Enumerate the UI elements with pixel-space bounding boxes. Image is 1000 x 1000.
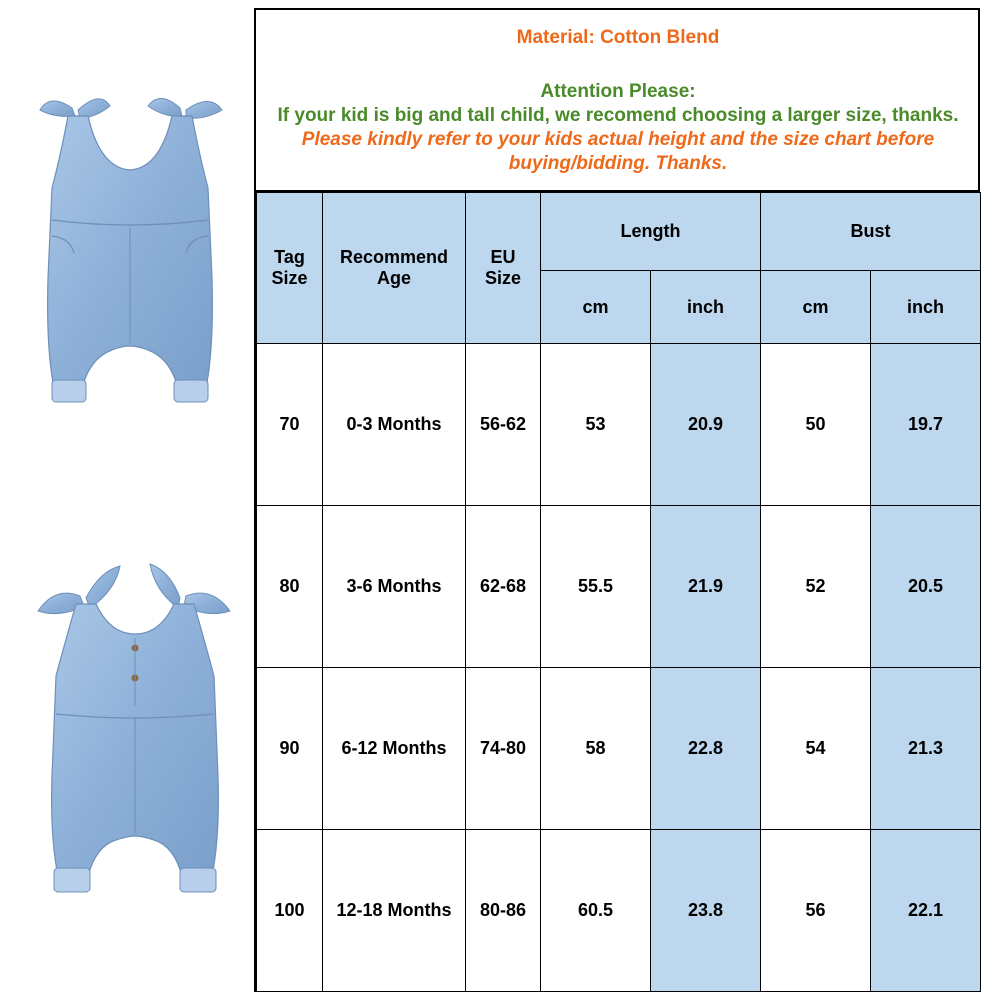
cell-length-inch: 22.8 bbox=[651, 668, 761, 830]
cell-bust-inch: 20.5 bbox=[871, 506, 981, 668]
cell-length-inch: 23.8 bbox=[651, 830, 761, 992]
cell-bust-cm: 52 bbox=[761, 506, 871, 668]
cell-length-inch: 20.9 bbox=[651, 344, 761, 506]
product-image-panel bbox=[18, 8, 256, 992]
cell-length-cm: 60.5 bbox=[541, 830, 651, 992]
header-length-inch: inch bbox=[651, 271, 761, 344]
cell-tag: 80 bbox=[257, 506, 323, 668]
cell-eu: 56-62 bbox=[466, 344, 541, 506]
size-table bbox=[256, 192, 981, 992]
cell-length-cm: 53 bbox=[541, 344, 651, 506]
cell-eu: 62-68 bbox=[466, 506, 541, 668]
material-label: Material: Cotton Blend bbox=[516, 27, 720, 48]
cell-bust-inch: 22.1 bbox=[871, 830, 981, 992]
chart-header bbox=[256, 8, 980, 192]
cell-eu: 80-86 bbox=[466, 830, 541, 992]
attention-title: Attention Please: bbox=[540, 81, 696, 102]
cell-bust-cm: 50 bbox=[761, 344, 871, 506]
cell-age: 0-3 Months bbox=[323, 344, 466, 506]
table-row bbox=[257, 344, 981, 506]
cell-age: 6-12 Months bbox=[323, 668, 466, 830]
size-note-line2: buying/bidding. Thanks. bbox=[508, 153, 728, 174]
cell-bust-inch: 21.3 bbox=[871, 668, 981, 830]
header-tag-size: Tag Size bbox=[257, 193, 323, 344]
cell-tag: 90 bbox=[257, 668, 323, 830]
cell-length-cm: 55.5 bbox=[541, 506, 651, 668]
cell-length-inch: 21.9 bbox=[651, 506, 761, 668]
header-bust-inch: inch bbox=[871, 271, 981, 344]
header-bust: Bust bbox=[761, 193, 981, 271]
header-length-cm: cm bbox=[541, 271, 651, 344]
romper-front-image bbox=[30, 88, 230, 418]
cell-age: 3-6 Months bbox=[323, 506, 466, 668]
size-note-line1: Please kindly refer to your kids actual height and the size chart before bbox=[301, 129, 935, 150]
cell-bust-cm: 54 bbox=[761, 668, 871, 830]
header-bust-cm: cm bbox=[761, 271, 871, 344]
cell-bust-inch: 19.7 bbox=[871, 344, 981, 506]
romper-back-image bbox=[30, 556, 240, 906]
cell-length-cm: 58 bbox=[541, 668, 651, 830]
table-row bbox=[257, 668, 981, 830]
header-recommend-age: Recommend Age bbox=[323, 193, 466, 344]
cell-tag: 70 bbox=[257, 344, 323, 506]
cell-bust-cm: 56 bbox=[761, 830, 871, 992]
cell-tag: 100 bbox=[257, 830, 323, 992]
header-length: Length bbox=[541, 193, 761, 271]
cell-eu: 74-80 bbox=[466, 668, 541, 830]
table-row bbox=[257, 830, 981, 992]
table-row bbox=[257, 506, 981, 668]
attention-text: If your kid is big and tall child, we recomend choosing a larger size, thanks. bbox=[277, 105, 959, 126]
header-eu-size: EU Size bbox=[466, 193, 541, 344]
cell-age: 12-18 Months bbox=[323, 830, 466, 992]
